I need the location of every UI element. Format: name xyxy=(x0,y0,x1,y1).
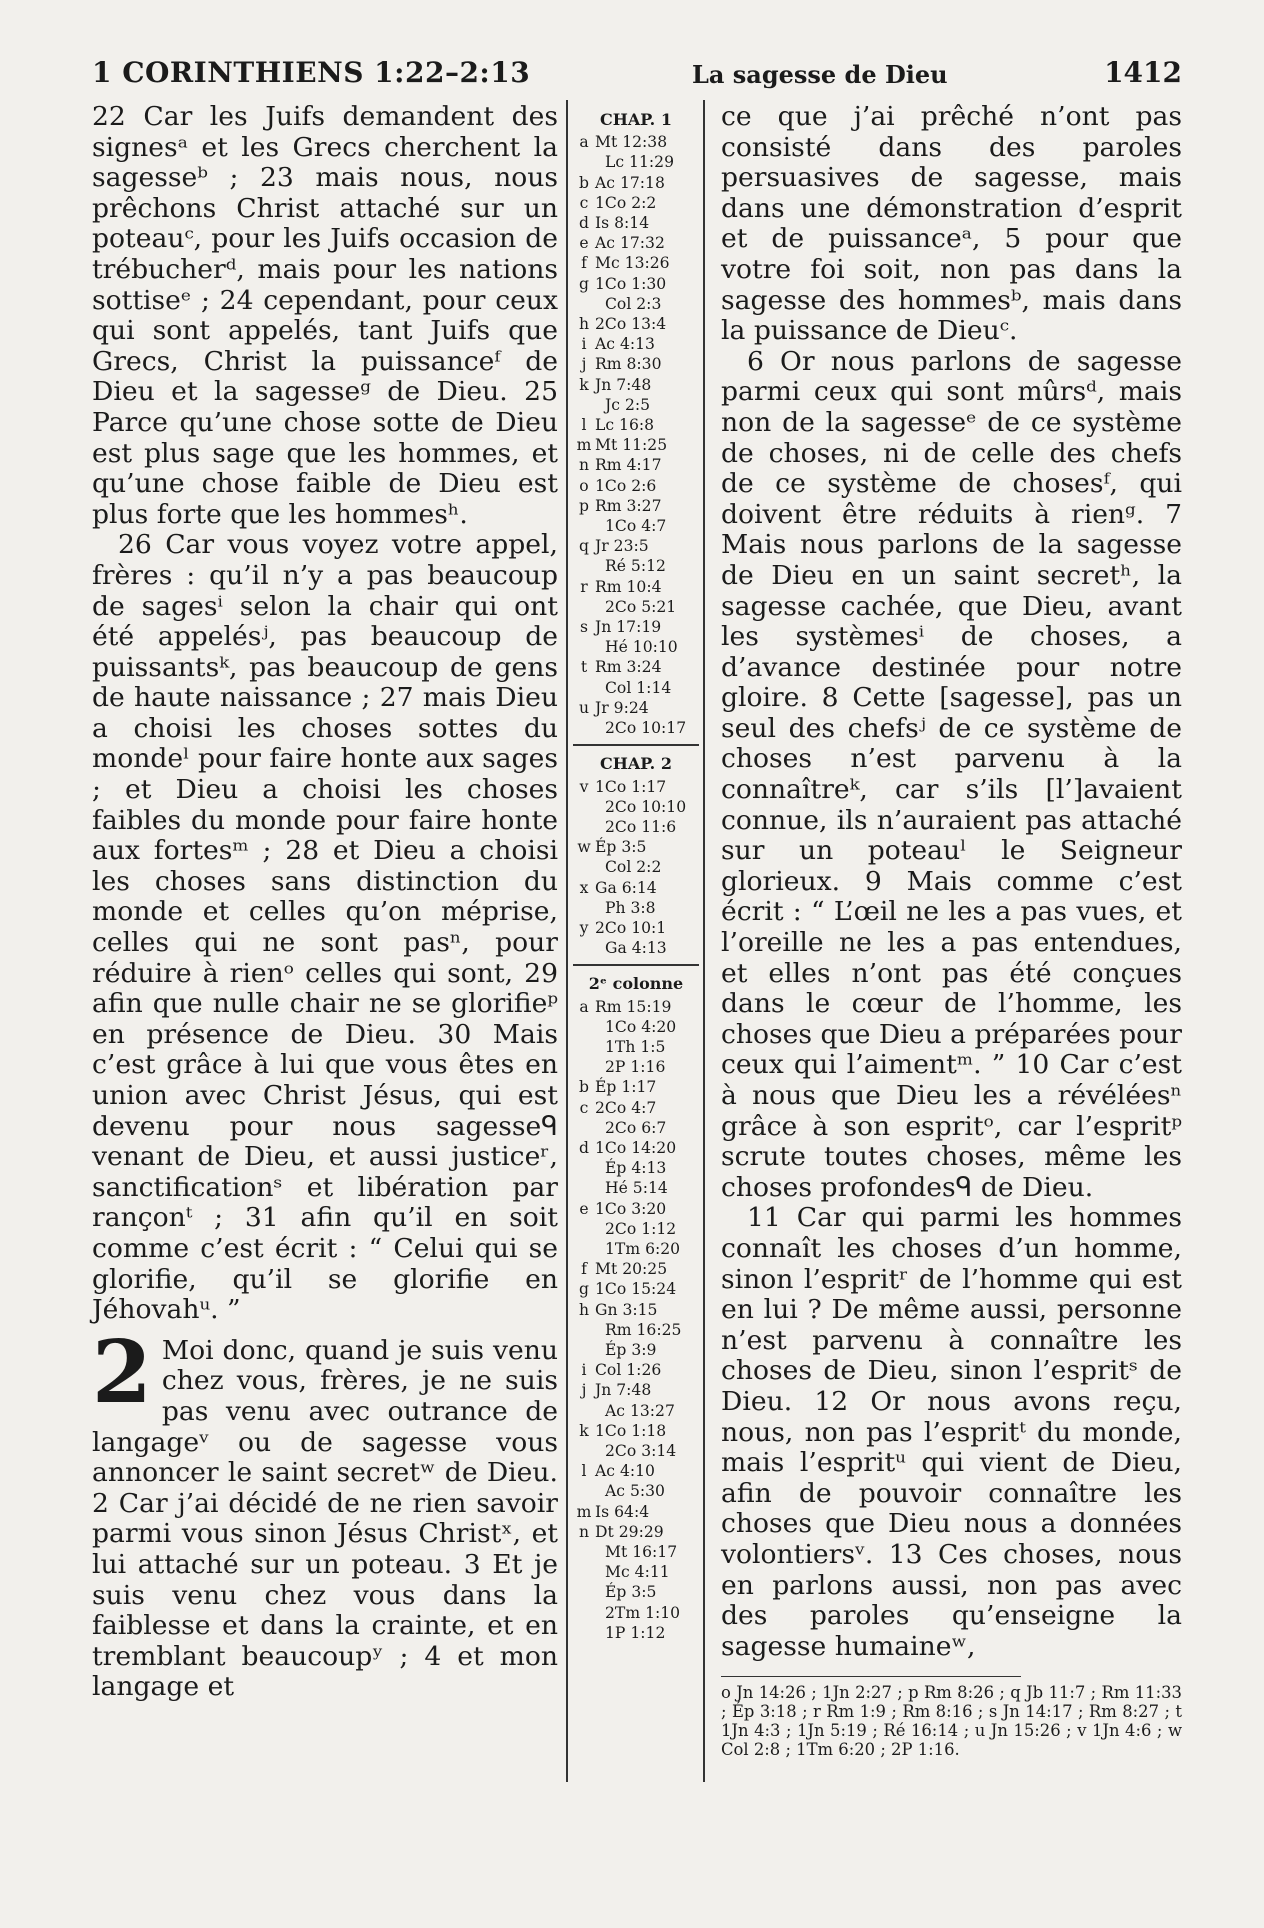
cross-reference-text: Lc 11:29 xyxy=(605,153,674,172)
cross-reference-item xyxy=(573,1219,699,1239)
cross-reference-text: Ép 4:13 xyxy=(605,1159,667,1178)
cross-reference-text: Is 8:14 xyxy=(595,214,650,233)
cross-reference-item xyxy=(573,556,699,576)
cross-reference-item xyxy=(573,233,699,253)
cross-reference-item xyxy=(573,395,699,415)
cross-reference-letter: q xyxy=(579,537,589,556)
cross-reference-text: Jr 9:24 xyxy=(595,698,649,717)
cross-reference-letter: e xyxy=(579,234,589,253)
cross-reference-item xyxy=(573,718,699,738)
cross-reference-letter: f xyxy=(581,254,587,273)
cross-reference-item xyxy=(573,857,699,877)
chapter-dropcap: 2 xyxy=(92,1321,152,1423)
cross-reference-letter: x xyxy=(579,878,589,897)
cross-reference-item xyxy=(573,1158,699,1178)
refs-col2-title: 2ᵉ colonne xyxy=(588,974,684,994)
cross-reference-item xyxy=(573,1138,699,1158)
cross-reference-text: 2Co 10:17 xyxy=(605,719,687,738)
cross-reference-letter: m xyxy=(576,1502,592,1521)
footnote-divider xyxy=(721,1676,1021,1677)
cross-reference-text: 2Co 5:21 xyxy=(605,597,677,616)
refs-chap2-title: CHAP. 2 xyxy=(600,754,672,774)
cross-reference-text: 1Co 1:17 xyxy=(595,777,667,796)
cross-reference-letter: u xyxy=(578,698,590,717)
cross-reference-item xyxy=(573,918,699,938)
cross-reference-item xyxy=(573,294,699,314)
cross-reference-text: Ga 6:14 xyxy=(595,878,657,897)
refs-divider xyxy=(573,964,699,966)
paragraph-1-22: 22 Car les Juifs demandent des signesᵃ et les Grecs cherchent la sagesseᵇ ; 23 mais nous, nous prêchons Christ attaché sur un poteauᶜ, pour les Juifs occasion de trébucherᵈ, mais pour les nations sottiseᵉ ; 24 cependant, pour ceux qui sont appelés, tant Juifs que Grecs, Christ la puissanceᶠ de Dieu et la sagesseᵍ de Dieu. 25 Parce qu’une chose sotte de Dieu est plus sage que les hommes, et qu’une chose faible de Dieu est plus forte que les hommesʰ. xyxy=(92,101,558,530)
cross-reference-item xyxy=(573,898,699,918)
cross-reference-text: 2P 1:16 xyxy=(605,1058,666,1077)
cross-reference-text: 1Tm 6:20 xyxy=(605,1239,681,1258)
cross-reference-letter: d xyxy=(579,214,589,233)
cross-reference-text: Jr 23:5 xyxy=(595,537,649,556)
cross-reference-letter: i xyxy=(581,1361,587,1380)
cross-reference-item xyxy=(573,1077,699,1097)
cross-reference-item xyxy=(573,657,699,677)
cross-reference-item xyxy=(573,193,699,213)
cross-reference-item xyxy=(573,455,699,475)
cross-reference-item xyxy=(573,1380,699,1400)
cross-reference-text: Jn 17:19 xyxy=(595,618,662,637)
cross-reference-letter: r xyxy=(580,577,588,596)
page-header xyxy=(92,56,1182,96)
cross-reference-text: Dt 29:29 xyxy=(595,1522,664,1541)
cross-reference-item xyxy=(573,777,699,797)
cross-reference-item xyxy=(573,536,699,556)
cross-reference-item xyxy=(573,1360,699,1380)
cross-reference-letter: l xyxy=(581,416,587,435)
cross-reference-text: Col 1:14 xyxy=(605,678,672,697)
cross-reference-item xyxy=(573,938,699,958)
cross-reference-text: 1Co 2:6 xyxy=(595,476,657,495)
page-number: 1412 xyxy=(1104,56,1182,89)
cross-reference-text: Rm 15:19 xyxy=(595,997,672,1016)
cross-reference-text: 1Co 4:20 xyxy=(605,1017,677,1036)
cross-reference-letter: f xyxy=(581,1260,587,1279)
cross-reference-letter: c xyxy=(579,193,589,212)
cross-reference-item xyxy=(573,1279,699,1299)
cross-reference-item xyxy=(573,1037,699,1057)
cross-reference-item xyxy=(573,577,699,597)
cross-reference-item xyxy=(573,152,699,172)
cross-reference-letter: i xyxy=(581,335,587,354)
cross-reference-text: Ac 17:18 xyxy=(595,173,665,192)
paragraph-2-6: 6 Or nous parlons de sagesse parmi ceux qui sont mûrsᵈ, mais non de la sagesseᵉ de ce système de choses, ni de celle des chefs de ce système de chosesᶠ, qui doivent être réduits à rienᵍ. 7 Mais nous parlons de la sagesse de Dieu en un saint secretʰ, la sagesse cachée, que Dieu, avant les systèmesⁱ de choses, a d’avance destinée pour notre gloire. 8 Cette [sagesse], pas un seul des chefsʲ de ce système de choses n’est parvenu à la connaîtreᵏ, car s’ils [l’]avaient connue, ils n’auraient pas attaché sur un poteauˡ le Seigneur glorieux. 9 Mais comme c’est écrit : “ L’œil ne les a pas vues, et l’oreille ne les a pas entendues, et elles n’ont pas été conçues dans le cœur de l’homme, les choses que Dieu a préparées pour ceux qui l’aimentᵐ. ” 10 Car c’est à nous que Dieu les a révéléesⁿ grâce à son espritᵒ, car l’espritᵖ scrute toutes choses, même les choses profondesᑫ de Dieu. xyxy=(721,345,1182,1203)
cross-reference-item xyxy=(573,1441,699,1461)
cross-reference-text: Jn 7:48 xyxy=(595,1381,652,1400)
page-topic-title: La sagesse de Dieu xyxy=(692,60,948,89)
cross-reference-text: Hé 10:10 xyxy=(605,638,678,657)
cross-reference-letter: a xyxy=(579,133,589,152)
cross-reference-item xyxy=(573,1522,699,1542)
cross-reference-text: Jc 2:5 xyxy=(605,395,651,414)
cross-reference-text: 2Co 3:14 xyxy=(605,1442,677,1460)
refs-divider xyxy=(573,744,699,746)
cross-reference-item xyxy=(573,1017,699,1037)
cross-reference-item xyxy=(573,173,699,193)
cross-reference-text: Ép 3:9 xyxy=(605,1340,657,1359)
cross-reference-item xyxy=(573,274,699,294)
paragraph-2-1: Moi donc, quand je suis venu chez vous, frères, je ne suis pas venu avec outrance de langageᵛ ou de sagesse vous annoncer le saint secretʷ de Dieu. 2 Car j’ai décidé de ne rien savoir parmi vous sinon Jésus Christˣ, et lui attaché sur un poteau. 3 Et je suis venu chez vous dans la faiblesse et dans la crainte, et en tremblant beaucoupʸ ; 4 et mon langage et xyxy=(92,1334,558,1703)
cross-reference-item xyxy=(573,797,699,817)
cross-reference-text: Ép 1:17 xyxy=(595,1078,657,1097)
cross-reference-text: 1Th 1:5 xyxy=(605,1037,666,1056)
cross-reference-item xyxy=(573,1562,699,1582)
cross-reference-text: Mt 12:38 xyxy=(595,133,668,152)
cross-reference-text: Mc 13:26 xyxy=(595,254,670,273)
cross-reference-item xyxy=(573,314,699,334)
cross-reference-item xyxy=(573,1259,699,1279)
cross-reference-text: Ré 5:12 xyxy=(605,557,666,576)
cross-reference-item xyxy=(573,415,699,435)
cross-reference-item xyxy=(573,375,699,395)
paragraph-2-4: ce que j’ai prêché n’ont pas consisté dans des paroles persuasives de sagesse, mais dans une démonstration d’esprit et de puissanceᵃ, 5 pour que votre foi soit, non pas dans la sagesse des hommesᵇ, mais dans la puissance de Dieuᶜ. xyxy=(721,101,1182,347)
cross-reference-letter: m xyxy=(576,436,592,455)
cross-reference-letter: c xyxy=(579,1098,589,1117)
cross-reference-text: 1Co 15:24 xyxy=(595,1280,677,1299)
cross-reference-text: Ph 3:8 xyxy=(605,898,656,917)
cross-reference-item xyxy=(573,354,699,374)
cross-reference-item xyxy=(573,435,699,455)
cross-reference-letter: b xyxy=(579,1078,589,1097)
cross-reference-item xyxy=(573,1542,699,1562)
cross-reference-item xyxy=(573,1320,699,1340)
cross-reference-item xyxy=(573,253,699,273)
cross-reference-item xyxy=(573,837,699,857)
cross-reference-item xyxy=(573,1057,699,1077)
cross-reference-text: Mt 11:25 xyxy=(595,436,668,455)
cross-reference-text: Col 2:2 xyxy=(605,858,662,877)
cross-reference-text: Ac 5:30 xyxy=(605,1482,665,1501)
cross-reference-letter: l xyxy=(581,1462,587,1481)
cross-reference-text: 1Co 2:2 xyxy=(595,193,657,212)
cross-reference-text: Rm 8:30 xyxy=(595,355,662,374)
cross-reference-text: 2Co 6:7 xyxy=(605,1118,667,1137)
cross-reference-item xyxy=(573,1118,699,1138)
cross-reference-letter: t xyxy=(580,658,588,677)
cross-reference-text: Ac 13:27 xyxy=(605,1401,675,1420)
cross-reference-item xyxy=(573,334,699,354)
cross-reference-text: 1Co 1:18 xyxy=(595,1421,667,1440)
text-column-right xyxy=(721,102,1182,1759)
refs-chap2-list xyxy=(573,777,699,959)
cross-reference-item xyxy=(573,1582,699,1602)
cross-reference-item xyxy=(573,1300,699,1320)
cross-reference-item xyxy=(573,1340,699,1360)
cross-reference-letter: w xyxy=(577,838,591,857)
cross-reference-item xyxy=(573,1481,699,1501)
cross-reference-item xyxy=(573,617,699,637)
cross-reference-item xyxy=(573,1401,699,1421)
cross-reference-text: 1Co 14:20 xyxy=(595,1138,677,1157)
cross-reference-item xyxy=(573,132,699,152)
cross-reference-text: Lc 16:8 xyxy=(595,416,655,435)
cross-reference-text: 1P 1:12 xyxy=(605,1623,666,1642)
cross-reference-text: Rm 3:27 xyxy=(595,496,662,515)
cross-reference-text: Mt 16:17 xyxy=(605,1543,678,1562)
cross-reference-item xyxy=(573,1421,699,1441)
chapter-2-start xyxy=(92,1321,558,1703)
cross-reference-letter: v xyxy=(579,777,589,796)
cross-reference-letter: h xyxy=(578,1300,590,1319)
cross-reference-text: Rm 3:24 xyxy=(595,658,662,677)
cross-reference-item xyxy=(573,698,699,718)
paragraph-1-26: 26 Car vous voyez votre appel, frères : qu’il n’y a pas beaucoup de sagesⁱ selon la chair qui ont été appelésʲ, pas beaucoup de puissantsᵏ, pas beaucoup de gens de haute naissance ; 27 mais Dieu a choisi les choses sottes du mondeˡ pour faire honte aux sages ; et Dieu a choisi les choses faibles du monde pour faire honte aux fortesᵐ ; 28 et Dieu a choisi les choses sans distinction du monde et celles qu’on méprise, celles qui ne sont pasⁿ, pour réduire à rienᵒ celles qui sont, 29 afin que nulle chair ne se glorifieᵖ en présence de Dieu. 30 Mais c’est grâce à lui que vous êtes en union avec Christ Jésus, qui est devenu pour nous sagesseᑫ venant de Dieu, et aussi justiceʳ, sanctificationˢ et libération par rançonᵗ ; 31 afin qu’il en soit comme c’est écrit : “ Celui qui se glorifie, qu’il se glorifie en Jéhovahᵘ. ” xyxy=(92,529,558,1326)
cross-reference-letter: s xyxy=(579,618,588,637)
cross-reference-item xyxy=(573,1502,699,1522)
cross-reference-item xyxy=(573,878,699,898)
refs-chap1-list xyxy=(573,132,699,738)
cross-reference-text: Mc 4:11 xyxy=(605,1563,670,1582)
cross-reference-text: Jn 7:48 xyxy=(595,375,652,394)
refs-col2-list xyxy=(573,997,699,1644)
cross-reference-letter: n xyxy=(578,456,590,475)
cross-reference-letter: n xyxy=(578,1522,590,1541)
cross-reference-item xyxy=(573,1603,699,1623)
text-column-left xyxy=(92,102,558,1703)
cross-reference-letter: p xyxy=(579,496,589,515)
cross-reference-item xyxy=(573,1178,699,1198)
cross-reference-item xyxy=(573,516,699,536)
cross-reference-letter: o xyxy=(579,476,589,495)
cross-reference-item xyxy=(573,997,699,1017)
cross-reference-letter: e xyxy=(579,1199,589,1218)
cross-reference-text: Is 64:4 xyxy=(595,1502,650,1521)
cross-reference-item xyxy=(573,476,699,496)
cross-reference-text: Ac 4:13 xyxy=(595,335,655,354)
cross-reference-text: 2Co 13:4 xyxy=(595,315,667,334)
cross-reference-item xyxy=(573,213,699,233)
cross-reference-text: Gn 3:15 xyxy=(595,1300,658,1319)
cross-reference-item xyxy=(573,1239,699,1259)
cross-reference-item xyxy=(573,817,699,837)
column-divider-left xyxy=(566,100,568,1782)
cross-reference-item xyxy=(573,1461,699,1481)
cross-reference-letter: h xyxy=(578,315,590,334)
cross-reference-letter: j xyxy=(581,355,587,374)
cross-reference-item xyxy=(573,1623,699,1643)
cross-reference-letter: a xyxy=(579,997,589,1016)
book-chapter-range: 1 CORINTHIENS 1:22–2:13 xyxy=(92,56,531,89)
cross-reference-letter: g xyxy=(579,274,589,293)
cross-reference-item xyxy=(573,597,699,617)
column-divider-right xyxy=(703,100,705,1782)
cross-reference-letter: j xyxy=(581,1381,587,1400)
cross-reference-text: 1Co 1:30 xyxy=(595,274,667,293)
cross-reference-text: 2Tm 1:10 xyxy=(605,1603,681,1622)
cross-reference-text: Hé 5:14 xyxy=(605,1179,668,1198)
cross-reference-letter: y xyxy=(579,918,589,937)
cross-reference-letter: b xyxy=(579,173,589,192)
cross-reference-text: Ép 3:5 xyxy=(595,838,647,857)
cross-reference-item xyxy=(573,496,699,516)
cross-reference-text: Ac 4:10 xyxy=(595,1462,655,1481)
cross-reference-letter: k xyxy=(579,1421,589,1440)
cross-reference-letter: g xyxy=(579,1280,589,1299)
cross-reference-text: 2Co 4:7 xyxy=(595,1098,657,1117)
cross-reference-text: Rm 16:25 xyxy=(605,1320,682,1339)
cross-reference-text: Mt 20:25 xyxy=(595,1260,668,1279)
paragraph-2-11: 11 Car qui parmi les hommes connaît les choses d’un homme, sinon l’espritʳ de l’homme qui est en lui ? De même aussi, personne n’est parvenu à connaître les choses de Dieu, sinon l’espritˢ de Dieu. 12 Or nous avons reçu, nous, non pas l’espritᵗ du monde, mais l’espritᵘ qui vient de Dieu, afin de pouvoir connaître les choses que Dieu nous a données volontiersᵛ. 13 Ces choses, nous en parlons aussi, non pas avec des paroles qu’enseigne la sagesse humaineʷ, xyxy=(721,1202,1182,1662)
cross-reference-text: 2Co 10:1 xyxy=(595,918,667,937)
cross-reference-text: 1Co 4:7 xyxy=(605,517,667,536)
refs-chap1-title: CHAP. 1 xyxy=(600,110,672,129)
cross-reference-column xyxy=(573,110,699,1643)
cross-reference-text: Rm 10:4 xyxy=(595,577,662,596)
footnote-references: o Jn 14:26 ; 1Jn 2:27 ; p Rm 8:26 ; q Jb 11:7 ; Rm 11:33 ; Ép 3:18 ; r Rm 1:9 ; Rm 8:16 ; s Jn 14:17 ; Rm 8:27 ; t 1Jn 4:3 ; 1Jn 5:19 ; Ré 16:14 ; u Jn 15:26 ; v 1Jn 4:6 ; w Col 2:8 ; 1Tm 6:20 ; 2P 1:16. xyxy=(721,1683,1182,1760)
cross-reference-item xyxy=(573,637,699,657)
cross-reference-text: 1Co 3:20 xyxy=(595,1199,667,1218)
cross-reference-letter: d xyxy=(579,1138,589,1157)
cross-reference-text: 2Co 11:6 xyxy=(605,817,677,836)
cross-reference-text: 2Co 1:12 xyxy=(605,1219,677,1238)
cross-reference-text: 2Co 10:10 xyxy=(605,797,687,816)
cross-reference-text: Col 2:3 xyxy=(605,294,662,313)
cross-reference-letter: k xyxy=(579,375,589,394)
cross-reference-text: Ac 17:32 xyxy=(595,234,665,253)
cross-reference-item xyxy=(573,1098,699,1118)
cross-reference-text: Ga 4:13 xyxy=(605,939,667,958)
cross-reference-text: Ép 3:5 xyxy=(605,1583,657,1602)
cross-reference-text: Rm 4:17 xyxy=(595,456,662,475)
cross-reference-item xyxy=(573,678,699,698)
cross-reference-item xyxy=(573,1199,699,1219)
cross-reference-text: Col 1:26 xyxy=(595,1361,662,1380)
